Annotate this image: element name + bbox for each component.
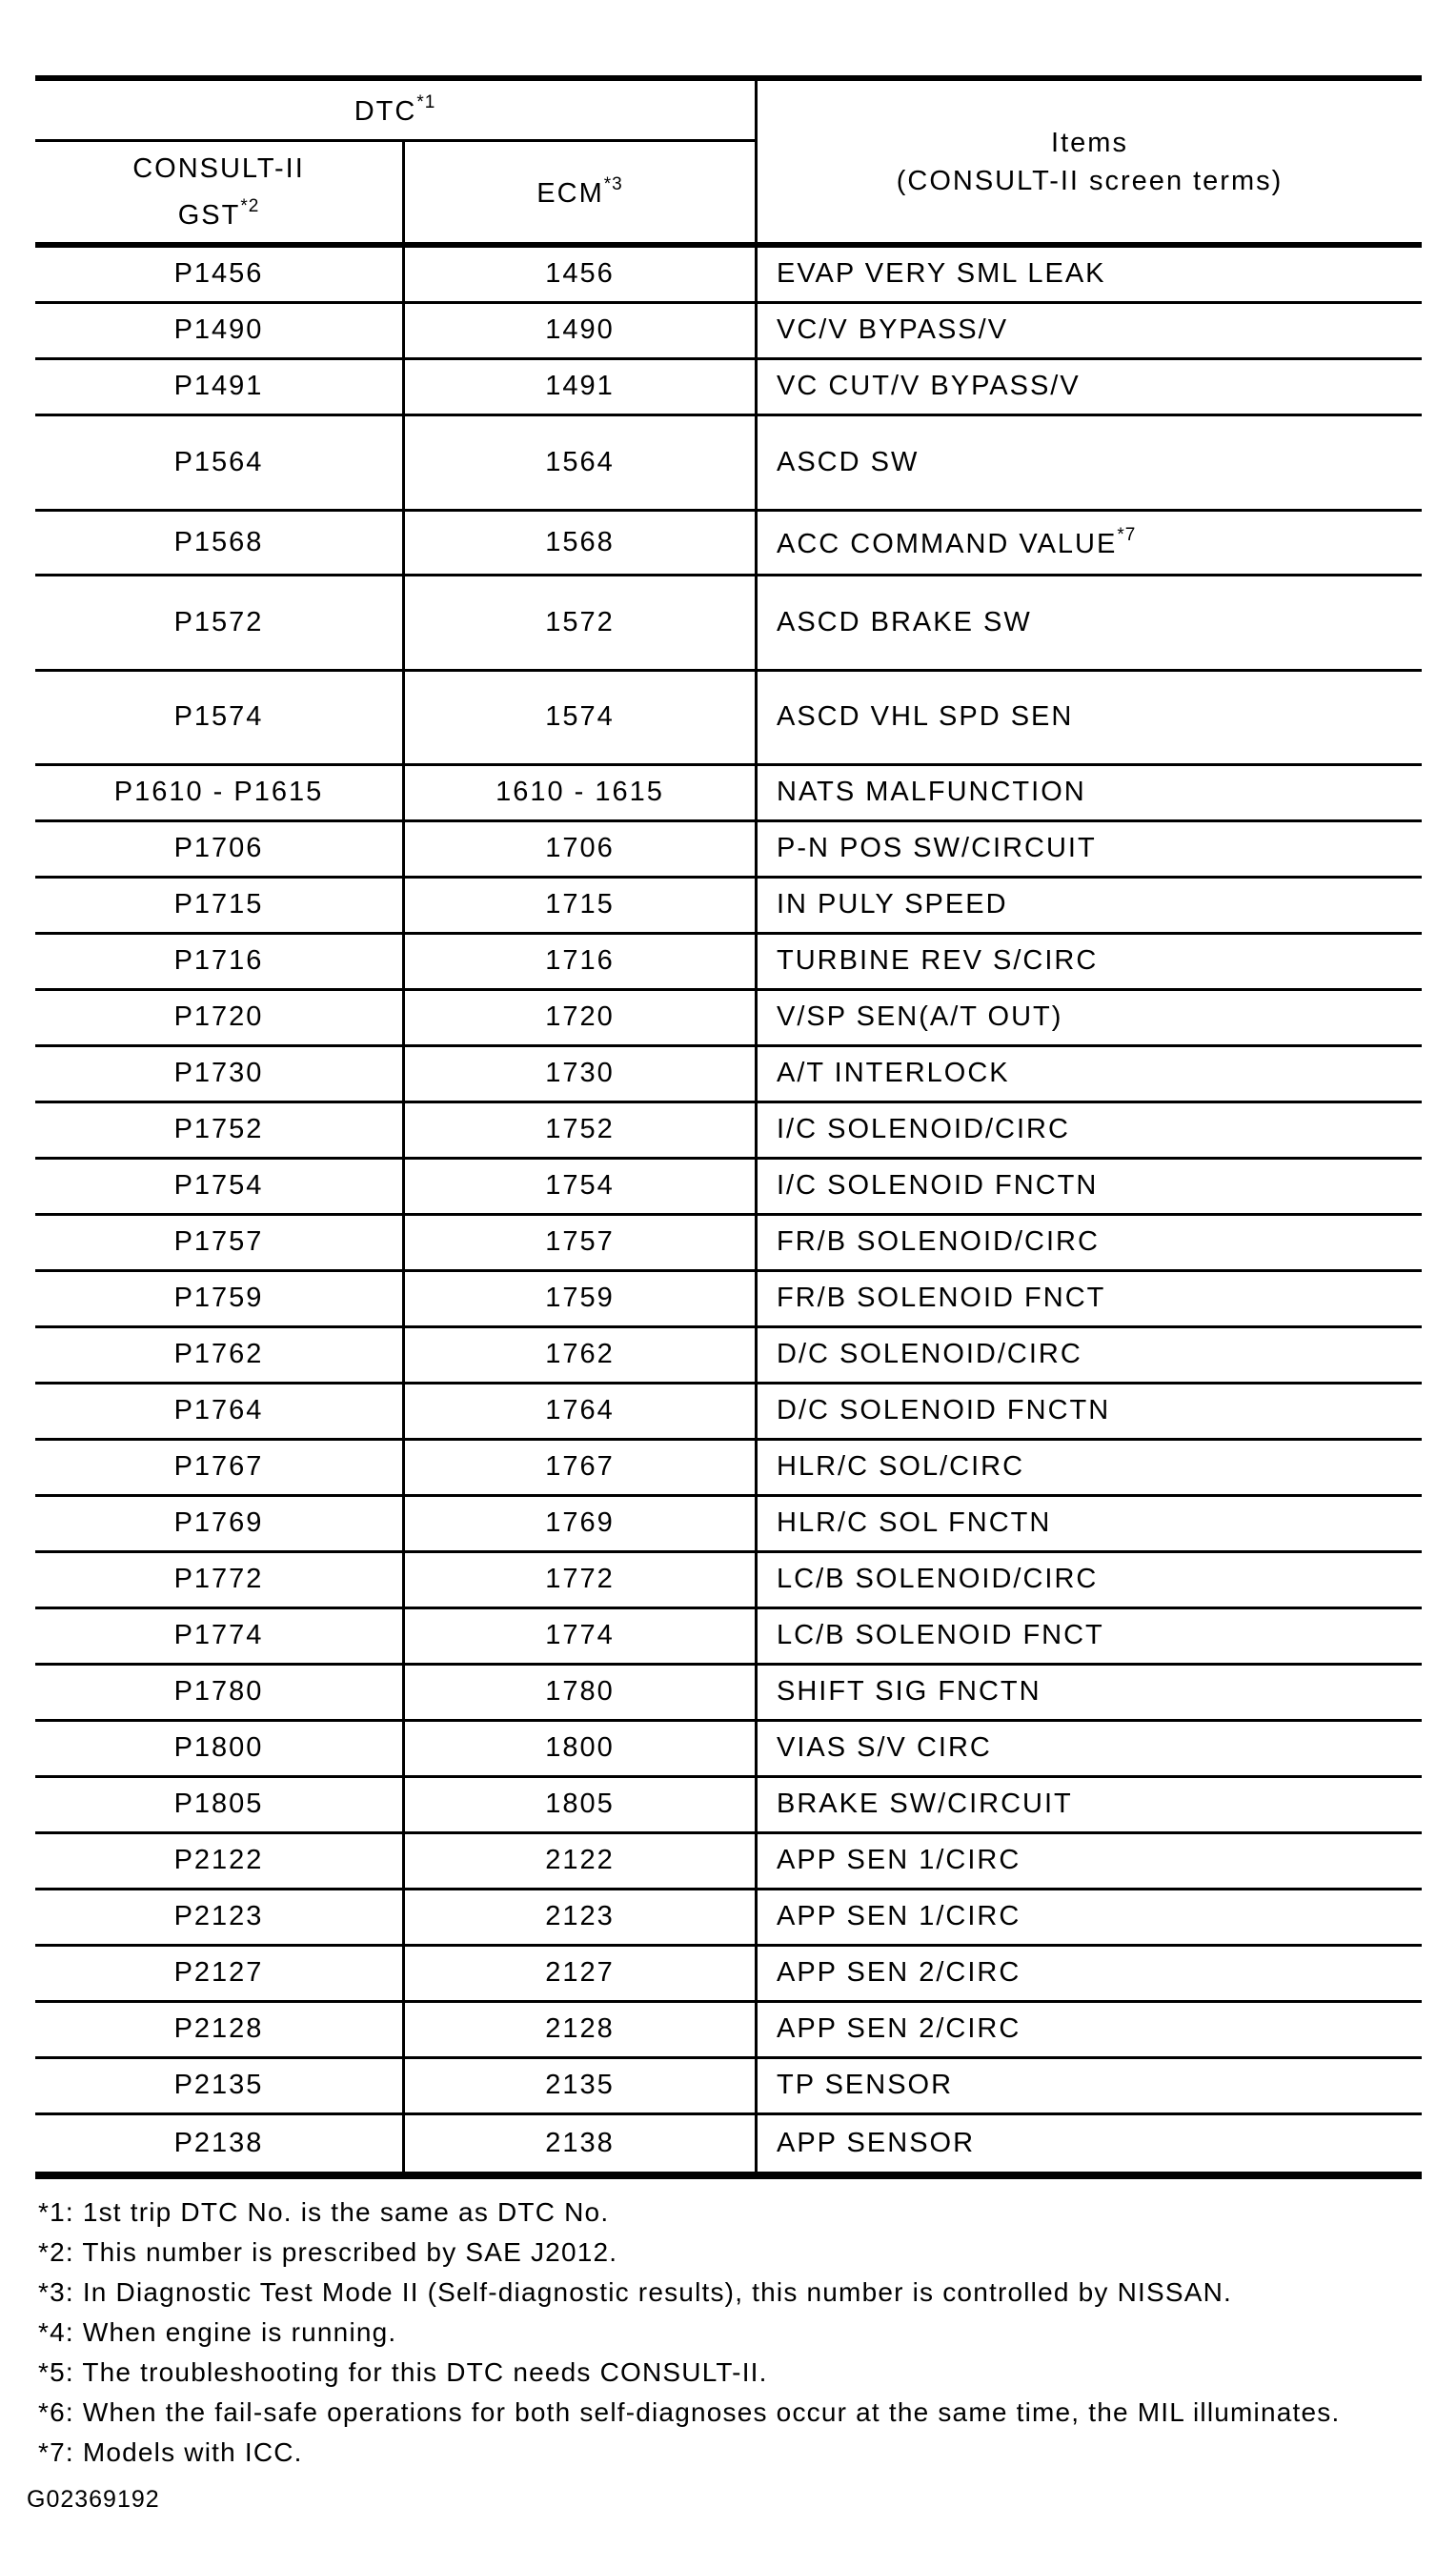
ecm-cell: 1800 [405, 1722, 758, 1775]
table-row [35, 248, 1422, 304]
gst-cell: P1752 [35, 1103, 405, 1157]
table-row [35, 1722, 1422, 1778]
table-row [35, 879, 1422, 935]
gst-cell: P1716 [35, 935, 405, 988]
table-row [35, 822, 1422, 879]
item-cell: V/SP SEN(A/T OUT) [777, 1001, 1063, 1033]
item-cell: SHIFT SIG FNCTN [777, 1676, 1041, 1708]
item-cell: P-N POS SW/CIRCUIT [777, 833, 1097, 864]
item-cell: VIAS S/V CIRC [777, 1732, 992, 1764]
table-row [35, 1385, 1422, 1441]
item-cell: FR/B SOLENOID/CIRC [777, 1226, 1100, 1258]
ecm-cell: 1568 [405, 512, 758, 574]
table-row [35, 2003, 1422, 2059]
table-header [35, 81, 1422, 248]
item-cell: ASCD BRAKE SW [777, 606, 1032, 637]
ecm-cell: 1772 [405, 1553, 758, 1607]
table-row [35, 576, 1422, 672]
ecm-cell: 1805 [405, 1778, 758, 1831]
gst-cell: P1764 [35, 1385, 405, 1438]
table-row [35, 1778, 1422, 1834]
table-row [35, 1160, 1422, 1216]
gst-cell: P1780 [35, 1666, 405, 1719]
ecm-cell: 2128 [405, 2003, 758, 2056]
ecm-cell: 1730 [405, 1047, 758, 1101]
gst-cell: P1456 [35, 248, 405, 301]
item-cell: D/C SOLENOID/CIRC [777, 1339, 1082, 1370]
ecm-cell: 2138 [405, 2115, 758, 2172]
gst-cell: P1772 [35, 1553, 405, 1607]
ecm-cell: 1716 [405, 935, 758, 988]
header-sub-row [35, 142, 755, 242]
dtc-footnote-ref: *1 [416, 91, 436, 112]
table-row [35, 991, 1422, 1047]
gst-cell: P1757 [35, 1216, 405, 1269]
item-cell: APP SEN 1/CIRC [777, 1901, 1021, 1932]
gst-cell: P1568 [35, 512, 405, 574]
gst-cell: P1574 [35, 672, 405, 763]
table-row [35, 2059, 1422, 2115]
gst-cell: P1754 [35, 1160, 405, 1213]
gst-cell: P1720 [35, 991, 405, 1044]
gst-cell: P1769 [35, 1497, 405, 1550]
gst-cell: P2138 [35, 2115, 405, 2172]
gst-cell: P1730 [35, 1047, 405, 1101]
item-cell: ASCD VHL SPD SEN [777, 701, 1074, 733]
header-consult-gst [35, 142, 405, 242]
gst-cell: P1706 [35, 822, 405, 876]
item-cell: HLR/C SOL/CIRC [777, 1451, 1025, 1483]
item-cell: EVAP VERY SML LEAK [777, 258, 1106, 290]
footnotes [38, 2193, 1422, 2473]
figure-code: G02369192 [27, 2486, 160, 2513]
footnote-line: *2: This number is prescribed by SAE J2012. [38, 2237, 618, 2267]
gst-cell: P1805 [35, 1778, 405, 1831]
ecm-label: ECM$^{*3}$ [536, 173, 623, 209]
gst-cell: P1759 [35, 1272, 405, 1325]
dtc-header-label: DTC$^{*1}$ [354, 91, 436, 127]
header-dtc-group [35, 81, 758, 242]
table-row [35, 416, 1422, 512]
table-row [35, 304, 1422, 360]
item-cell: LC/B SOLENOID FNCT [777, 1620, 1104, 1651]
table-row [35, 766, 1422, 822]
ecm-cell: 1574 [405, 672, 758, 763]
item-cell: I/C SOLENOID FNCTN [777, 1170, 1099, 1202]
ecm-cell: 1572 [405, 576, 758, 669]
gst-label: GST$^{*2}$ [177, 196, 260, 231]
item-cell: HLR/C SOL FNCTN [777, 1507, 1052, 1539]
item-cell: APP SEN 2/CIRC [777, 2013, 1021, 2045]
header-ecm [405, 142, 755, 242]
item-footnote-ref: *7 [1117, 524, 1137, 545]
gst-cell: P2123 [35, 1890, 405, 1944]
table-row [35, 1103, 1422, 1160]
ecm-cell: 1610 - 1615 [405, 766, 758, 819]
header-dtc-cell [35, 81, 755, 142]
item-cell: NATS MALFUNCTION [777, 777, 1086, 808]
item-cell: ACC COMMAND VALUE$^{*7}$ [777, 524, 1137, 559]
ecm-cell: 2127 [405, 1947, 758, 2000]
footnote-line: *3: In Diagnostic Test Mode II (Self-diagnostic results), this number is controlled by NISSAN. [38, 2277, 1232, 2307]
table-row [35, 1328, 1422, 1385]
table-row [35, 2115, 1422, 2172]
gst-cell: P1774 [35, 1609, 405, 1663]
item-cell: FR/B SOLENOID FNCT [777, 1283, 1106, 1314]
table-row [35, 1890, 1422, 1947]
footnote-line: *5: The troubleshooting for this DTC needs CONSULT-II. [38, 2357, 768, 2387]
ecm-cell: 1720 [405, 991, 758, 1044]
gst-cell: P2127 [35, 1947, 405, 2000]
footnote-line: *4: When engine is running. [38, 2317, 397, 2347]
table-row [35, 672, 1422, 766]
table-row [35, 1047, 1422, 1103]
table-row [35, 1834, 1422, 1890]
ecm-cell: 1759 [405, 1272, 758, 1325]
item-cell: BRAKE SW/CIRCUIT [777, 1789, 1073, 1820]
ecm-cell: 1774 [405, 1609, 758, 1663]
item-cell: VC/V BYPASS/V [777, 314, 1009, 346]
table-body [35, 248, 1422, 2172]
ecm-cell: 1706 [405, 822, 758, 876]
item-cell: ASCD SW [777, 446, 920, 477]
table-row [35, 1497, 1422, 1553]
gst-cell: P1564 [35, 416, 405, 509]
table-row [35, 1216, 1422, 1272]
ecm-cell: 1490 [405, 304, 758, 357]
ecm-cell: 1762 [405, 1328, 758, 1382]
ecm-cell: 2123 [405, 1890, 758, 1944]
table-row [35, 1272, 1422, 1328]
gst-cell: P1715 [35, 879, 405, 932]
table-row [35, 935, 1422, 991]
ecm-cell: 2122 [405, 1834, 758, 1888]
ecm-cell: 1769 [405, 1497, 758, 1550]
item-cell: I/C SOLENOID/CIRC [777, 1114, 1070, 1145]
gst-cell: P2122 [35, 1834, 405, 1888]
table-row [35, 1441, 1422, 1497]
item-cell: IN PULY SPEED [777, 889, 1008, 920]
gst-cell: P1800 [35, 1722, 405, 1775]
item-cell: TURBINE REV S/CIRC [777, 945, 1099, 977]
ecm-cell: 1754 [405, 1160, 758, 1213]
item-cell: VC CUT/V BYPASS/V [777, 371, 1081, 402]
item-cell: APP SENSOR [777, 2127, 976, 2158]
ecm-cell: 1764 [405, 1385, 758, 1438]
item-cell: LC/B SOLENOID/CIRC [777, 1564, 1099, 1595]
ecm-cell: 1564 [405, 416, 758, 509]
page-content [27, 75, 1422, 2514]
ecm-cell: 2135 [405, 2059, 758, 2112]
header-items [758, 81, 1422, 242]
table-row [35, 1609, 1422, 1666]
ecm-cell: 1456 [405, 248, 758, 301]
gst-cell: P1490 [35, 304, 405, 357]
item-cell: A/T INTERLOCK [777, 1058, 1010, 1089]
gst-cell: P1610 - P1615 [35, 766, 405, 819]
consult-label: CONSULT-II [132, 153, 305, 184]
ecm-cell: 1491 [405, 360, 758, 414]
item-cell: APP SEN 1/CIRC [777, 1845, 1021, 1876]
item-cell: APP SEN 2/CIRC [777, 1957, 1021, 1989]
ecm-cell: 1752 [405, 1103, 758, 1157]
items-label: Items [1051, 127, 1128, 158]
footnote-line: *7: Models with ICC. [38, 2437, 303, 2467]
footnote-line: *1: 1st trip DTC No. is the same as DTC No. [38, 2197, 610, 2227]
table-row [35, 1553, 1422, 1609]
gst-footnote-ref: *2 [240, 196, 260, 216]
item-cell: TP SENSOR [777, 2070, 954, 2101]
footnote-line: *6: When the fail-safe operations for both self-diagnoses occur at the same time, the MIL illuminates. [38, 2397, 1341, 2427]
gst-cell: P1491 [35, 360, 405, 414]
table-row [35, 1666, 1422, 1722]
table-row [35, 512, 1422, 576]
dtc-table [35, 75, 1422, 2179]
ecm-cell: 1767 [405, 1441, 758, 1494]
gst-cell: P1762 [35, 1328, 405, 1382]
gst-cell: P2135 [35, 2059, 405, 2112]
gst-cell: P1572 [35, 576, 405, 669]
ecm-footnote-ref: *3 [603, 173, 623, 194]
ecm-cell: 1780 [405, 1666, 758, 1719]
gst-cell: P1767 [35, 1441, 405, 1494]
item-cell: D/C SOLENOID FNCTN [777, 1395, 1111, 1426]
table-row [35, 360, 1422, 416]
table-row [35, 1947, 1422, 2003]
items-sublabel: (CONSULT-II screen terms) [896, 165, 1284, 196]
gst-cell: P2128 [35, 2003, 405, 2056]
ecm-cell: 1715 [405, 879, 758, 932]
ecm-cell: 1757 [405, 1216, 758, 1269]
